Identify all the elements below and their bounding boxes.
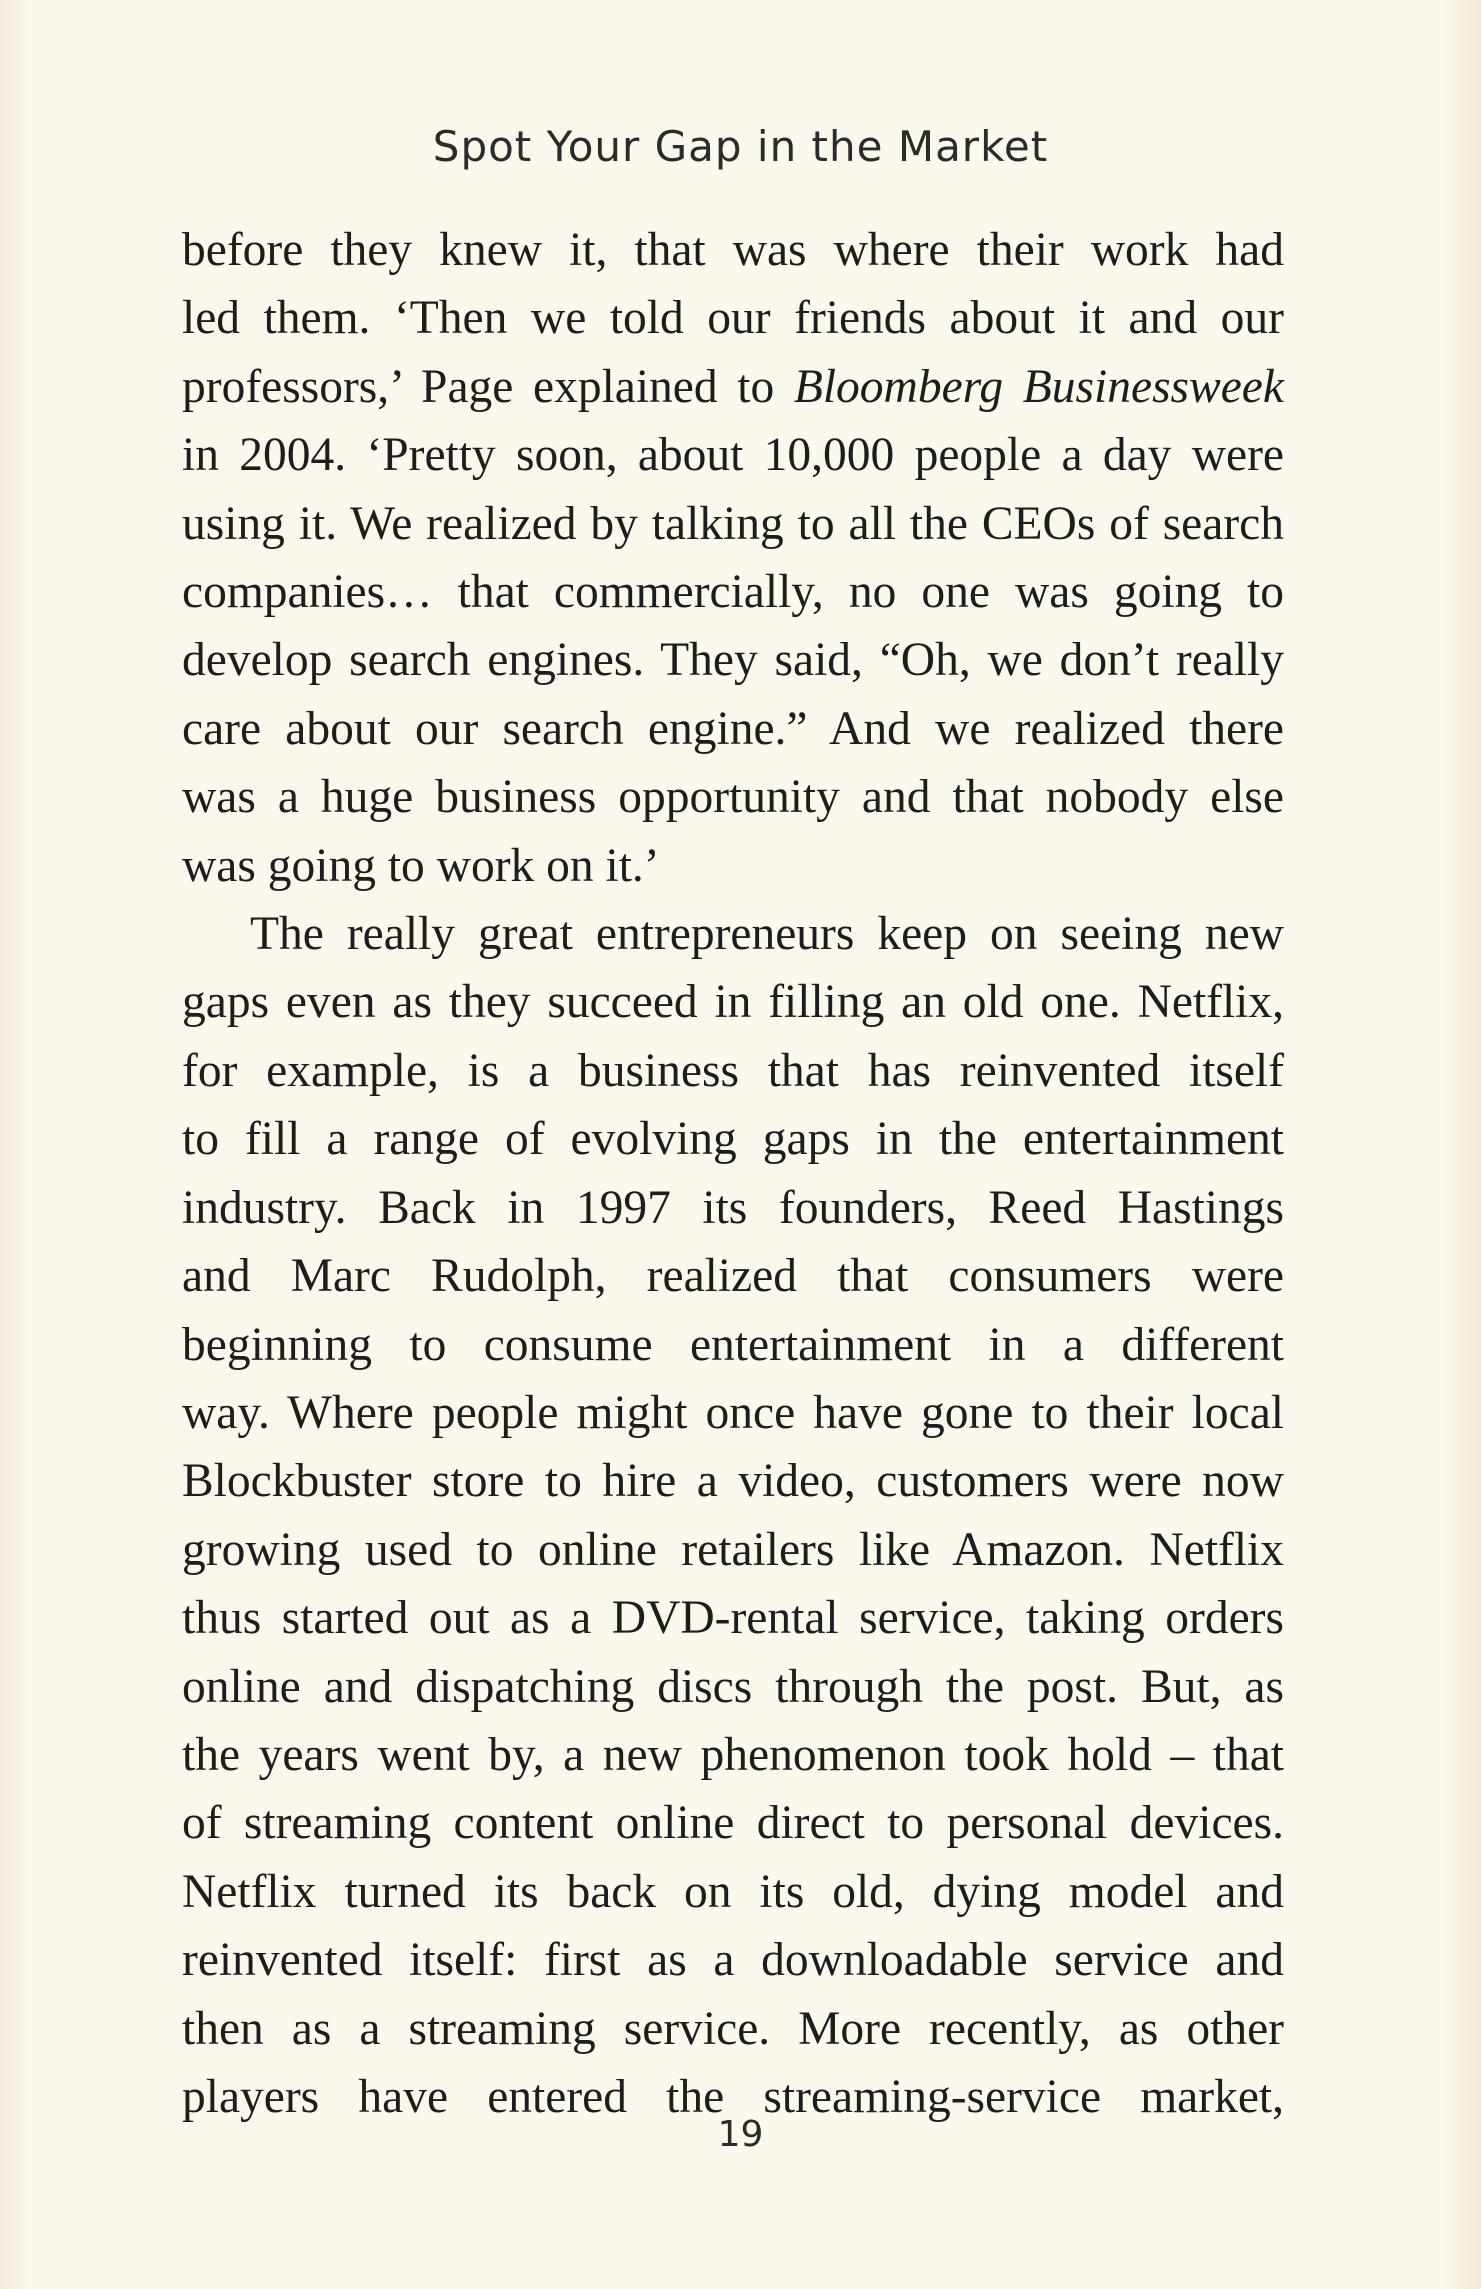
text-line: and Marc Rudolph, realized that consumers were <box>182 1250 1284 1303</box>
text-line: industry. Back in 1997 its founders, Reed Hastings <box>182 1181 1284 1234</box>
paragraph-1 <box>182 216 1284 900</box>
text-line: the years went by, a new phenomenon took hold – that <box>182 1728 1284 1781</box>
text-line: gaps even as they succeed in filling an old one. Netflix, <box>182 976 1284 1029</box>
text-line: of streaming content online direct to personal devices. <box>182 1797 1284 1850</box>
running-head: Spot Your Gap in the Market <box>432 122 1049 171</box>
page-number: 19 <box>717 2114 764 2155</box>
text-line: Netflix turned its back on its old, dying model and <box>182 1865 1284 1918</box>
text-line: reinvented itself: first as a downloadable service and <box>182 1934 1284 1987</box>
text-line: beginning to consume entertainment in a different <box>182 1318 1284 1371</box>
text-line: way. Where people might once have gone to their local <box>182 1386 1284 1439</box>
text-line: to fill a range of evolving gaps in the entertainment <box>182 1113 1284 1166</box>
text-line: growing used to online retailers like Amazon. Netflix <box>182 1523 1284 1576</box>
paragraph-2 <box>182 900 1284 2131</box>
body-text <box>182 216 1284 2131</box>
text-line: professors,’ Page explained to Bloomberg Businessweek <box>182 360 1284 413</box>
text-line: The really great entrepreneurs keep on seeing new <box>250 908 1284 961</box>
text-line: Blockbuster store to hire a video, customers were now <box>182 1455 1284 1508</box>
text-line: then as a streaming service. More recently, as other <box>182 2002 1284 2055</box>
text-line: thus started out as a DVD-rental service, taking orders <box>182 1592 1284 1645</box>
text-line: led them. ‘Then we told our friends about it and our <box>182 292 1284 345</box>
text-line: was a huge business opportunity and that nobody else <box>182 771 1284 824</box>
text-line: in 2004. ‘Pretty soon, about 10,000 people a day were <box>182 429 1284 482</box>
text-line: online and dispatching discs through the post. But, as <box>182 1660 1284 1713</box>
text-line: care about our search engine.” And we realized there <box>182 702 1284 755</box>
text-line: develop search engines. They said, “Oh, we don’t really <box>182 634 1284 687</box>
text-line: for example, is a business that has reinvented itself <box>182 1044 1284 1097</box>
text-line: using it. We realized by talking to all the CEOs of search <box>182 497 1284 550</box>
publication-title: Bloomberg Businessweek <box>793 360 1284 413</box>
text-line: players have entered the streaming-service market, <box>182 2070 1284 2123</box>
text-line: was going to work on it.’ <box>182 839 660 892</box>
text-line: companies… that commercially, no one was going to <box>182 566 1284 619</box>
text-line: before they knew it, that was where their work had <box>182 224 1284 276</box>
